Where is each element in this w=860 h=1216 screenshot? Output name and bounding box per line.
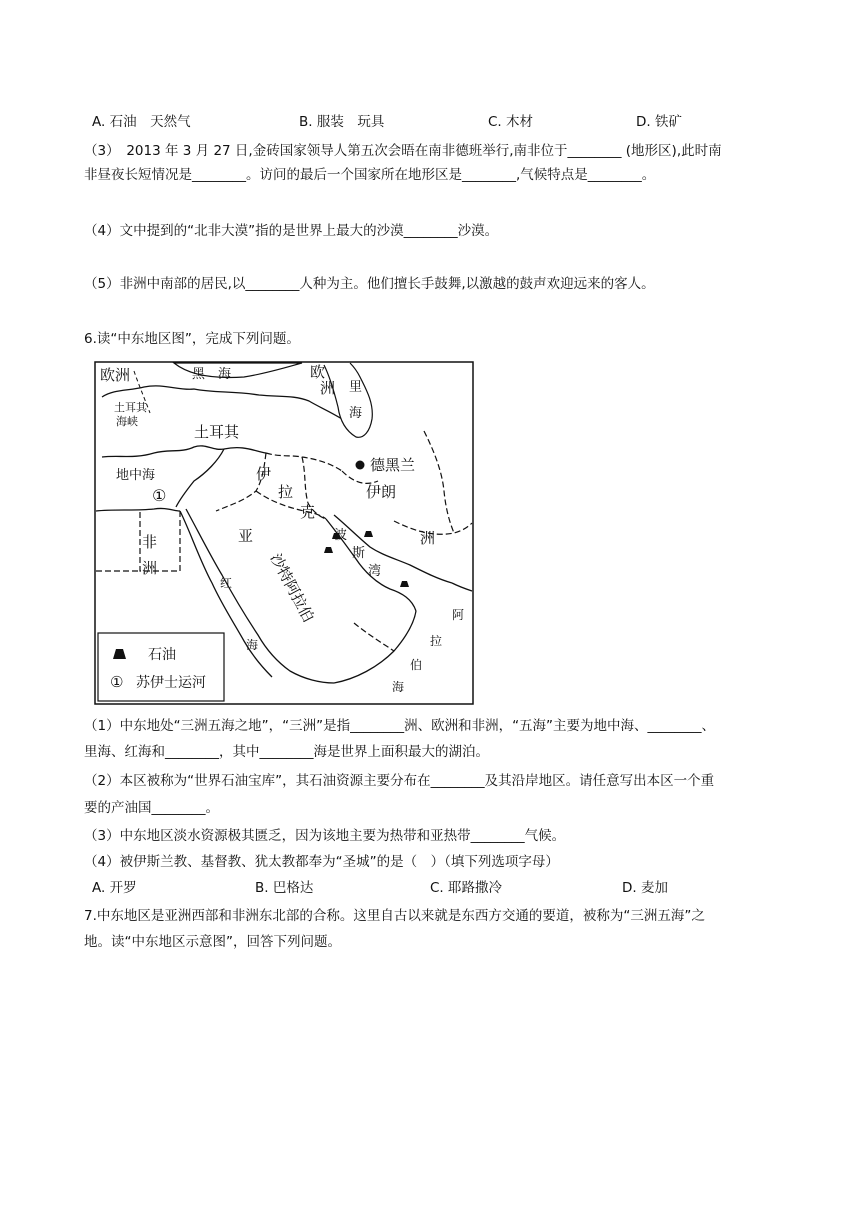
- label-asia-ya: 亚: [238, 527, 254, 545]
- q6-sub1-line1: （1）中东地处“三洲五海之地”，“三洲”是指________洲、欧洲和非洲，“五海”主要为地中海、________、: [84, 718, 716, 734]
- label-iran: 伊朗: [366, 483, 397, 501]
- label-arabian-sea-1: 阿: [452, 608, 465, 622]
- q6-sub3: （3）中东地区淡水资源极其匮乏，因为该地主要为热带和亚热带________气候。: [84, 828, 566, 844]
- q6-sub4: （4）被伊斯兰教、基督教、犹太教都奉为“圣城”的是（ ）（填下列选项字母）: [84, 854, 559, 870]
- q6-sub1-line2: 里海、红海和________，其中________海是世界上面积最大的湖泊。: [84, 744, 489, 760]
- label-caspian-1: 里: [349, 380, 363, 395]
- q6-sub2-line1: （2）本区被称为“世界石油宝库”，其石油资源主要分布在________及其沿岸地区。请任意写出本区一个重: [84, 773, 715, 789]
- q6-option-c: C. 耶路撒冷: [430, 880, 503, 896]
- label-europe-left: 欧洲: [100, 366, 131, 384]
- q6-option-a: A. 开罗: [92, 880, 137, 896]
- q5-sub3-line1: （3） 2013 年 3 月 27 日,金砖国家领导人第五次会晤在南非德班举行,南非位于________ (地形区),此时南: [84, 143, 722, 159]
- label-saudi: 沙特阿拉伯: [266, 550, 318, 626]
- q5-sub3-line2: 非昼夜长短情况是________。访问的最后一个国家所在地形区是________,气候特点是________。: [84, 167, 656, 183]
- label-turkish-strait-2: 海峡: [116, 415, 138, 428]
- map-legend: [98, 633, 224, 701]
- q5-option-b: B. 服装 玩具: [299, 114, 385, 130]
- label-marker-1: ①: [152, 486, 167, 505]
- label-africa-1: 非: [142, 533, 158, 551]
- label-red-sea-2: 海: [246, 638, 259, 652]
- label-turkey: 土耳其: [194, 423, 240, 441]
- label-tehran: 德黑兰: [370, 456, 416, 474]
- label-mediterranean: 地中海: [116, 468, 156, 483]
- label-gulf-1: 波: [334, 528, 348, 543]
- label-turkish-strait-1: 土耳其: [114, 401, 147, 414]
- q6-sub2-line2: 要的产油国________。: [84, 800, 219, 816]
- middle-east-map: [94, 361, 474, 705]
- q5-option-c: C. 木材: [488, 114, 534, 130]
- label-iraq-2: 拉: [278, 483, 294, 501]
- label-iraq-1: 伊: [256, 465, 272, 483]
- q5-sub5: （5）非洲中南部的居民,以________人种为主。他们擅长手鼓舞,以激越的鼓声欢迎远来的客人。: [84, 276, 655, 292]
- label-arabian-sea-3: 伯: [410, 658, 423, 672]
- label-arabian-sea-4: 海: [392, 680, 405, 694]
- q6-title: 6.读“中东地区图”，完成下列问题。: [84, 331, 300, 347]
- label-gulf-2: 斯: [352, 546, 366, 561]
- label-europe-right-1: 欧: [310, 363, 326, 381]
- label-zhou: 洲: [420, 529, 436, 547]
- label-black-sea: 黑 海: [192, 367, 232, 382]
- label-africa-2: 洲: [142, 559, 158, 577]
- q5-option-a: A. 石油 天然气: [92, 114, 191, 130]
- legend-suez-symbol: ①: [110, 673, 124, 691]
- label-arabian-sea-2: 拉: [430, 634, 443, 648]
- q7-line1: 7.中东地区是亚洲西部和非洲东北部的合称。这里自古以来就是东西方交通的要道，被称为“三洲五海”之: [84, 908, 705, 924]
- q6-option-d: D. 麦加: [622, 880, 668, 896]
- label-caspian-2: 海: [349, 406, 363, 421]
- label-iraq-3: 克: [300, 503, 316, 521]
- legend-suez-label: 苏伊士运河: [136, 675, 206, 691]
- label-red-sea-1: 红: [220, 576, 233, 590]
- label-gulf-3: 湾: [368, 564, 382, 579]
- q6-option-b: B. 巴格达: [255, 880, 314, 896]
- legend-oil-label: 石油: [148, 647, 176, 663]
- q5-sub4: （4）文中提到的“北非大漠”指的是世界上最大的沙漠________沙漠。: [84, 223, 499, 239]
- q5-option-d: D. 铁矿: [636, 114, 682, 130]
- label-europe-right-2: 洲: [320, 379, 336, 397]
- q7-line2: 地。读“中东地区示意图”，回答下列问题。: [84, 934, 341, 950]
